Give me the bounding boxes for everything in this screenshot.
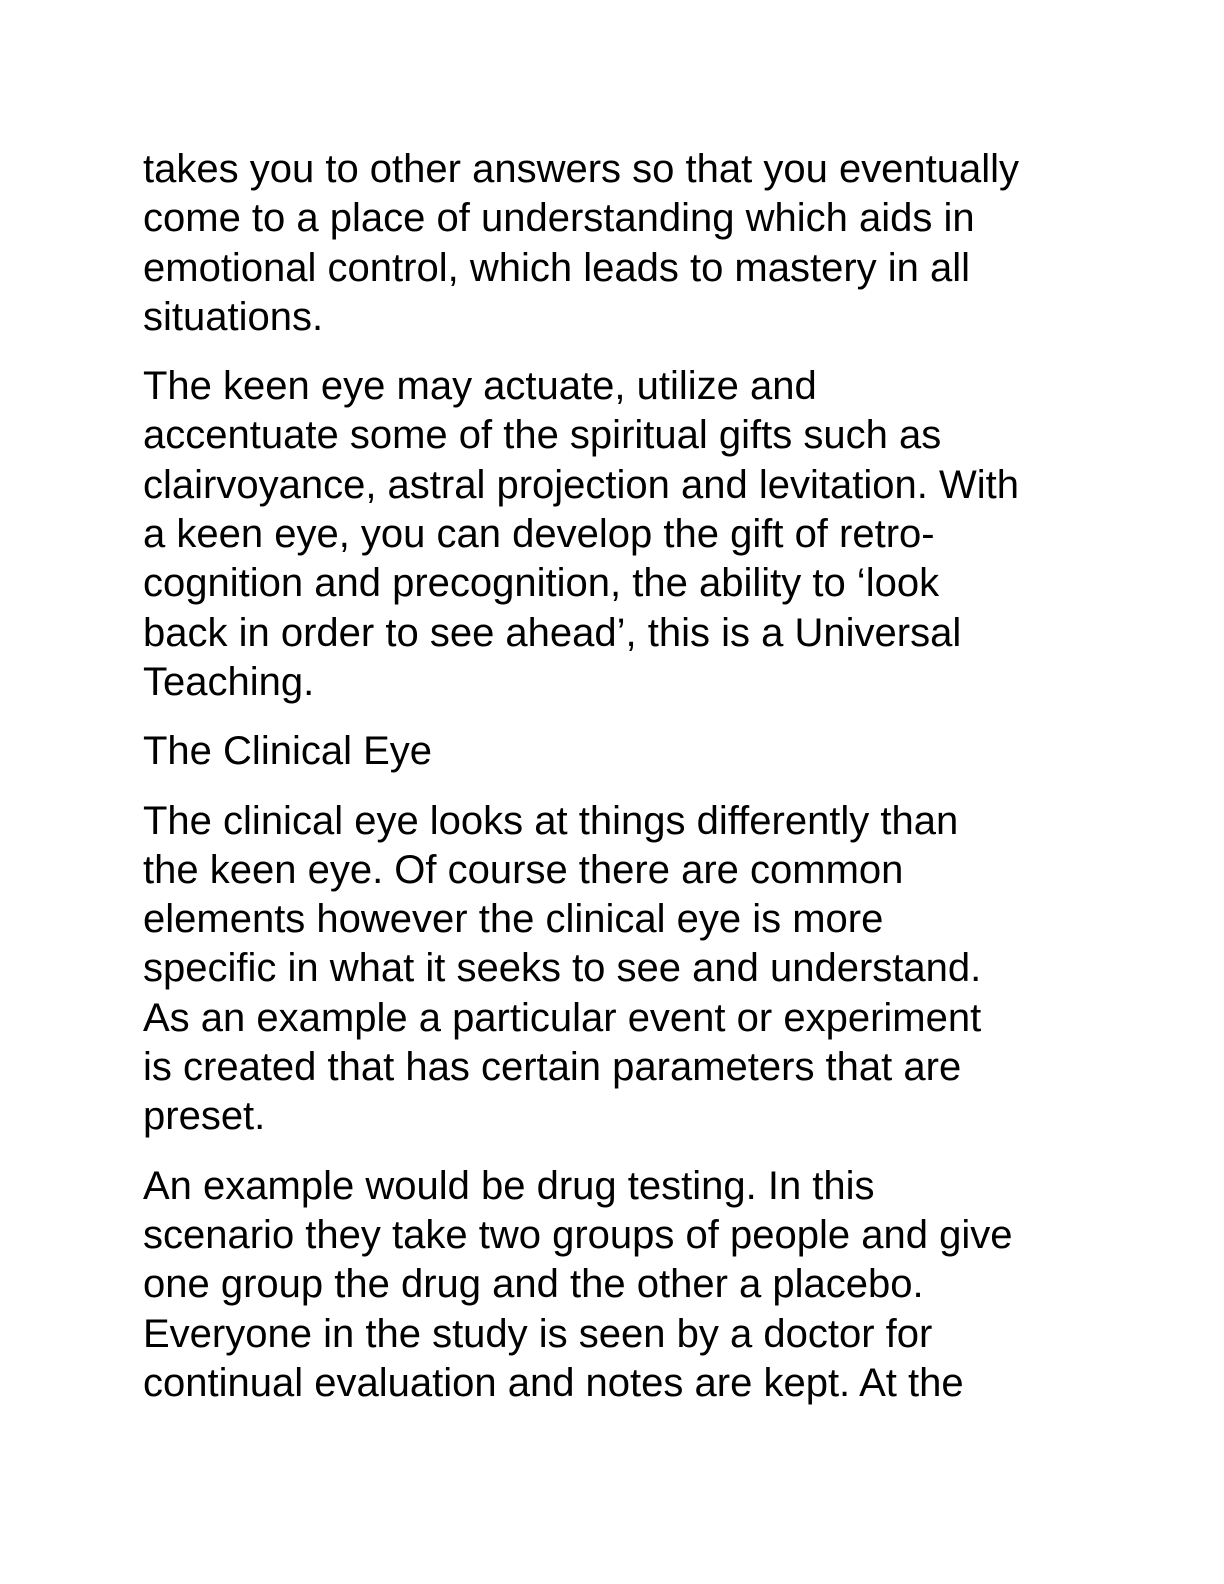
text-line: accentuate some of the spiritual gifts such as [143,413,942,458]
text-line: is created that has certain parameters that are [143,1045,962,1090]
section-heading [143,727,1083,776]
text-line: cognition and precognition, the ability to ‘look [143,561,940,606]
text-line: a keen eye, you can develop the gift of retro- [143,512,935,557]
text-line: takes you to other answers so that you eventually [143,147,1020,191]
text-line: Everyone in the study is seen by a doctor for [143,1311,933,1356]
paragraph-understanding [143,145,1083,342]
text-line: The clinical eye looks at things differently than [143,798,959,843]
heading-text: The Clinical Eye [143,729,433,774]
text-line: situations. [143,294,324,339]
text-line: one group the drug and the other a placebo. [143,1262,924,1307]
text-line: An example would be drug testing. In this [143,1163,875,1208]
text-line: elements however the clinical eye is more [143,897,884,942]
text-line: emotional control, which leads to mastery in all [143,245,971,290]
text-line: the keen eye. Of course there are common [143,847,904,892]
paragraph-clinical-eye [143,797,1083,1142]
text-line: Teaching. [143,659,315,704]
text-line: As an example a particular event or experiment [143,995,982,1040]
text-line: back in order to see ahead’, this is a Universal [143,610,962,655]
text-line: clairvoyance, astral projection and levitation. With [143,462,1019,507]
text-line: specific in what it seeks to see and understand. [143,946,982,991]
paragraph-keen-eye [143,362,1083,707]
text-line: continual evaluation and notes are kept. At the [143,1360,964,1405]
text-line: The keen eye may actuate, utilize and [143,364,817,409]
text-line: preset. [143,1094,266,1139]
paragraph-drug-testing [143,1162,1083,1408]
text-line: come to a place of understanding which aids in [143,196,975,241]
text-line: scenario they take two groups of people and give [143,1212,1013,1257]
document-page [143,145,1083,1428]
